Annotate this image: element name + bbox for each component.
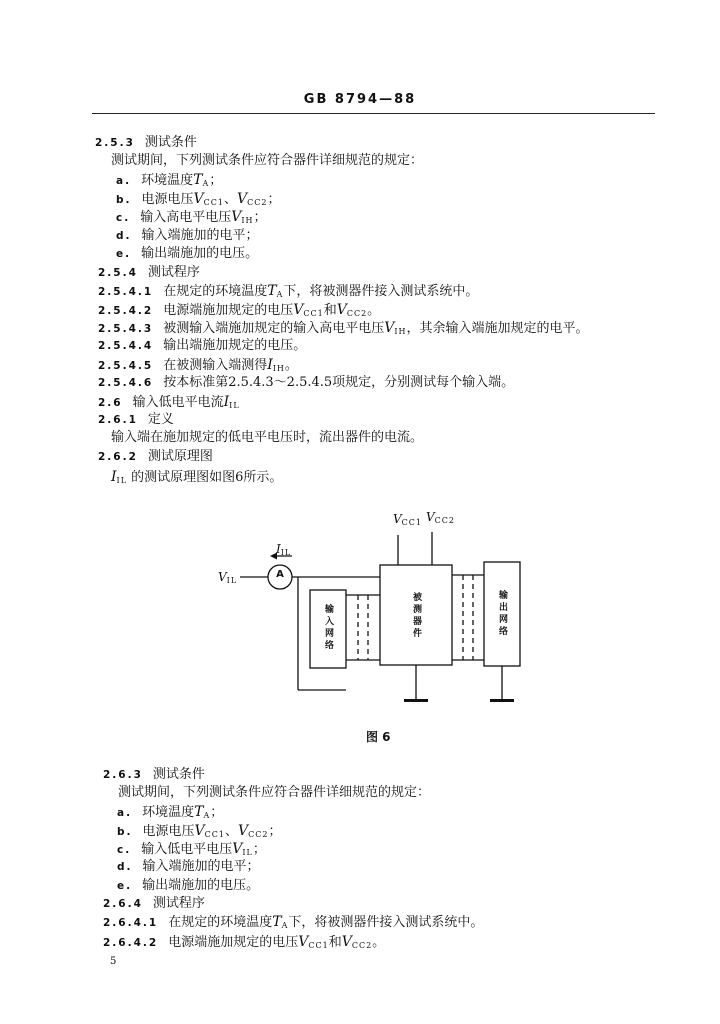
condition-item-a xyxy=(117,804,223,824)
quantity-symbol xyxy=(393,512,422,526)
text-run: ； xyxy=(253,210,267,225)
clause-number: 2.6.1 xyxy=(98,414,138,426)
symbol-letter: T xyxy=(193,172,203,188)
test-circuit-diagram xyxy=(200,500,540,720)
vil-label xyxy=(218,570,237,588)
clause-number: b. xyxy=(117,826,133,838)
symbol-letter: V xyxy=(384,320,395,336)
text-run: 、 xyxy=(224,192,238,207)
clause-number: 2.5.3 xyxy=(95,137,135,149)
symbol-subscript: IL xyxy=(280,548,292,557)
quantity-symbol xyxy=(224,395,240,410)
clause-2-6-3-heading xyxy=(103,767,205,783)
symbol-subscript: CC1 xyxy=(308,941,329,950)
symbol-letter: V xyxy=(237,191,248,207)
clause-2-6-3-intro xyxy=(118,785,430,801)
clause-2-6-1-definition xyxy=(111,430,423,446)
text-run: 下，将被测器件接入测试系统中。 xyxy=(283,284,479,299)
symbol-subscript: IH xyxy=(241,216,254,225)
text-run: 输入低电平电压 xyxy=(141,842,233,857)
text-run: 输出端施加的电压。 xyxy=(141,246,259,261)
symbol-subscript: CC1 xyxy=(204,830,225,839)
quantity-symbol xyxy=(237,192,267,207)
symbol-letter: T xyxy=(272,914,282,930)
standard-code-header: GB 8794—88 xyxy=(303,92,417,107)
clause-number: 2.5.4 xyxy=(98,267,138,279)
text-run: 和 xyxy=(328,935,342,950)
quantity-symbol xyxy=(267,358,285,373)
quantity-symbol xyxy=(342,935,372,950)
condition-item-b xyxy=(117,823,282,843)
vcc2-label xyxy=(426,510,455,528)
condition-item-e xyxy=(117,878,259,894)
clause-number: 2.6 xyxy=(98,397,123,409)
quantity-symbol xyxy=(111,470,127,485)
clause-number: 2.5.4.1 xyxy=(98,286,154,298)
figure-caption: 图 6 xyxy=(366,730,391,744)
clause-2-5-3-heading xyxy=(95,135,197,151)
clause-number: 2.6.3 xyxy=(103,769,143,781)
clause-2-5-4-2 xyxy=(98,302,380,322)
quantity-symbol xyxy=(272,915,288,930)
clause-number: 2.6.4.2 xyxy=(103,937,159,949)
text-run: 测试程序 xyxy=(147,265,200,280)
symbol-letter: V xyxy=(393,512,402,526)
ammeter-label: A xyxy=(276,569,284,580)
text-run: 、 xyxy=(225,824,239,839)
text-run: 输出端施加的电压。 xyxy=(142,878,260,893)
symbol-subscript: CC2 xyxy=(248,830,269,839)
quantity-symbol xyxy=(195,824,225,839)
clause-2-6-4-2 xyxy=(103,934,385,954)
symbol-subscript: IH xyxy=(272,364,285,373)
symbol-subscript: IL xyxy=(229,401,240,410)
clause-number: d. xyxy=(117,861,133,873)
text-run: 测试条件 xyxy=(152,767,205,782)
clause-number: 2.5.4.3 xyxy=(98,323,154,335)
symbol-subscript: A xyxy=(281,921,289,930)
text-run: ，其余输入端施加规定的电平。 xyxy=(406,321,589,336)
symbol-letter: V xyxy=(298,934,309,950)
clause-number: 2.5.4.4 xyxy=(98,340,154,352)
quantity-symbol xyxy=(293,303,323,318)
quantity-symbol xyxy=(384,321,406,336)
symbol-letter: T xyxy=(267,283,277,299)
symbol-subscript: CC1 xyxy=(303,309,324,318)
symbol-letter: V xyxy=(218,570,227,584)
symbol-letter: V xyxy=(231,209,242,225)
clause-2-6-1-heading xyxy=(98,412,174,428)
clause-number: 2.5.4.6 xyxy=(98,377,154,389)
dut-label: 被测器件 xyxy=(411,592,421,640)
condition-item-d xyxy=(116,228,259,244)
symbol-letter: V xyxy=(293,302,304,318)
text-run: 在规定的环境温度 xyxy=(168,915,273,930)
clause-number: 2.5.4.2 xyxy=(98,305,154,317)
dut-ground-symbol xyxy=(404,699,428,702)
symbol-subscript: IH xyxy=(394,327,407,336)
clause-number: c. xyxy=(117,844,132,856)
quantity-symbol xyxy=(238,824,268,839)
symbol-letter: V xyxy=(194,823,205,839)
clause-number: b. xyxy=(116,194,132,206)
clause-number: a. xyxy=(117,807,133,819)
symbol-letter: I xyxy=(267,357,273,373)
symbol-letter: V xyxy=(193,191,204,207)
quantity-symbol xyxy=(267,284,283,299)
text-run: 在被测输入端测得 xyxy=(163,358,268,373)
condition-item-e xyxy=(116,246,258,262)
text-run: 被测输入端施加规定的输入高电平电压 xyxy=(163,321,385,336)
text-run: 。 xyxy=(372,935,386,950)
clause-2-6-heading xyxy=(98,394,240,414)
clause-number: c. xyxy=(116,212,131,224)
clause-number: 2.6.2 xyxy=(98,451,138,463)
clause-number: e. xyxy=(116,248,132,260)
text-run: 输出端施加规定的电压。 xyxy=(163,338,307,353)
clause-number: d. xyxy=(116,230,132,242)
symbol-subscript: A xyxy=(202,179,210,188)
clause-2-5-3-intro xyxy=(111,153,423,169)
text-run: 输入低电平电流 xyxy=(132,395,224,410)
header-rule xyxy=(92,113,655,114)
output-network-label: 输出网络 xyxy=(497,590,507,638)
clause-2-5-4-6 xyxy=(98,375,514,391)
clause-2-5-4-1 xyxy=(98,283,478,303)
condition-item-c xyxy=(117,841,266,861)
text-run: 测试条件 xyxy=(144,135,197,150)
symbol-letter: I xyxy=(111,469,117,485)
symbol-subscript: A xyxy=(203,811,211,820)
text-run: 电源端施加规定的电压 xyxy=(163,303,294,318)
quantity-symbol xyxy=(276,542,291,556)
condition-item-c xyxy=(116,209,267,229)
clause-number: a. xyxy=(116,175,132,187)
clause-number: 2.6.4 xyxy=(103,898,143,910)
symbol-subscript: A xyxy=(276,290,284,299)
symbol-letter: V xyxy=(426,510,435,524)
text-run: 定义 xyxy=(147,412,174,427)
quantity-symbol xyxy=(218,570,237,584)
text-run: 电源电压 xyxy=(141,192,194,207)
clause-2-6-4-1 xyxy=(103,914,483,934)
quantity-symbol xyxy=(194,192,224,207)
quantity-symbol xyxy=(193,173,209,188)
clause-number: 2.5.4.5 xyxy=(98,360,154,372)
symbol-letter: V xyxy=(232,841,243,857)
text-run: 输入端在施加规定的低电平电压时，流出器件的电流。 xyxy=(111,430,424,445)
text-run: 测试期间，下列测试条件应符合器件详细规范的规定： xyxy=(111,153,424,168)
quantity-symbol xyxy=(232,842,253,857)
text-run: ； xyxy=(209,173,223,188)
text-run: 环境温度 xyxy=(141,173,194,188)
text-run: 和 xyxy=(323,303,337,318)
text-run: 输入高电平电压 xyxy=(140,210,232,225)
symbol-letter: I xyxy=(276,542,281,556)
quantity-symbol xyxy=(426,510,455,524)
vcc1-label xyxy=(393,512,422,530)
symbol-letter: V xyxy=(336,302,347,318)
symbol-subscript: IL xyxy=(226,576,238,585)
text-run: 。 xyxy=(367,303,381,318)
text-run: ； xyxy=(210,805,224,820)
symbol-letter: V xyxy=(238,823,249,839)
text-run: 测试期间，下列测试条件应符合器件详细规范的规定： xyxy=(118,785,431,800)
quantity-symbol xyxy=(298,935,328,950)
text-run: ； xyxy=(268,824,282,839)
text-run: 下，将被测器件接入测试系统中。 xyxy=(288,915,484,930)
clause-number: 2.6.4.1 xyxy=(103,917,159,929)
symbol-subscript: CC1 xyxy=(203,198,224,207)
clause-2-6-2-heading xyxy=(98,449,213,465)
clause-2-6-4-heading xyxy=(103,896,205,912)
clause-2-5-4-3 xyxy=(98,320,589,340)
symbol-letter: T xyxy=(194,804,204,820)
symbol-subscript: CC2 xyxy=(351,941,373,950)
clause-2-6-2-text xyxy=(111,469,282,489)
text-run: 输入端施加的电平； xyxy=(142,859,260,874)
text-run: ； xyxy=(267,192,281,207)
clause-2-5-4-heading xyxy=(98,265,200,281)
quantity-symbol xyxy=(231,210,253,225)
symbol-subscript: CC2 xyxy=(247,198,268,207)
quantity-symbol xyxy=(194,805,210,820)
text-run: 按本标准第2.5.4.3～2.5.4.5项规定，分别测试每个输入端。 xyxy=(163,375,515,390)
text-run: 在规定的环境温度 xyxy=(163,284,268,299)
text-run: 。 xyxy=(284,358,298,373)
condition-item-d xyxy=(117,859,260,875)
output-ground-symbol xyxy=(490,699,514,702)
clause-number: e. xyxy=(117,880,133,892)
clause-2-5-4-4 xyxy=(98,338,306,354)
text-run: 电源电压 xyxy=(142,824,195,839)
text-run: 测试程序 xyxy=(152,896,205,911)
text-run: 测试原理图 xyxy=(147,449,213,464)
text-run: 的测试原理图如图6所示。 xyxy=(127,470,283,485)
iil-label xyxy=(276,542,291,560)
text-run: 输入端施加的电平； xyxy=(141,228,259,243)
condition-item-b xyxy=(116,191,281,211)
text-run: 环境温度 xyxy=(142,805,195,820)
page-number: 5 xyxy=(110,956,117,967)
symbol-subscript: CC2 xyxy=(346,309,368,318)
condition-item-a xyxy=(116,172,222,192)
quantity-symbol xyxy=(337,303,367,318)
symbol-subscript: CC1 xyxy=(401,518,423,527)
text-run: ； xyxy=(252,842,266,857)
symbol-subscript: IL xyxy=(116,476,128,485)
text-run: 电源端施加规定的电压 xyxy=(168,935,299,950)
symbol-letter: I xyxy=(223,394,230,410)
symbol-subscript: IL xyxy=(242,848,253,857)
symbol-subscript: CC2 xyxy=(434,516,456,525)
symbol-letter: V xyxy=(341,934,352,950)
input-network-label: 输入网络 xyxy=(323,604,333,652)
clause-2-5-4-5 xyxy=(98,357,298,377)
